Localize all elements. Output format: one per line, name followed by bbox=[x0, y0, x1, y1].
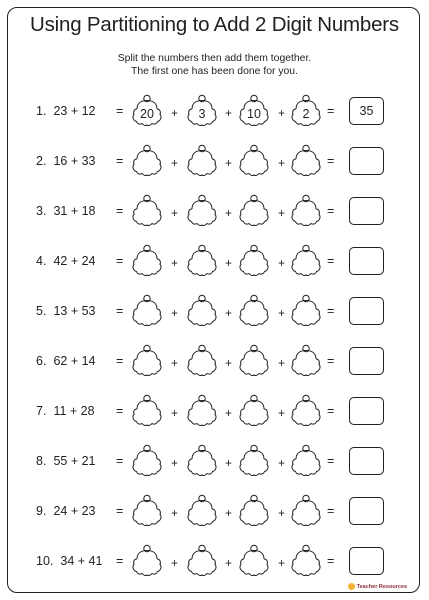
cupcake-icon bbox=[186, 193, 218, 233]
plus-sign: + bbox=[278, 356, 286, 370]
question-label bbox=[36, 204, 96, 218]
cupcake-icon bbox=[238, 243, 270, 283]
equals-sign: = bbox=[116, 454, 124, 468]
plus-sign: + bbox=[225, 256, 233, 270]
question-expression: 55 + 21 bbox=[53, 454, 96, 468]
cupcake-answer-shape[interactable] bbox=[186, 543, 218, 583]
equals-sign: = bbox=[327, 404, 335, 418]
answer-box[interactable]: 35 bbox=[349, 97, 384, 125]
equals-sign: = bbox=[116, 204, 124, 218]
cupcake-answer-shape[interactable] bbox=[186, 393, 218, 433]
cupcake-answer-shape[interactable] bbox=[290, 343, 322, 383]
cupcake-answer-shape[interactable] bbox=[238, 193, 270, 233]
equals-sign: = bbox=[327, 304, 335, 318]
plus-sign: + bbox=[225, 456, 233, 470]
plus-sign: + bbox=[171, 556, 179, 570]
plus-sign: + bbox=[171, 256, 179, 270]
question-expression: 23 + 12 bbox=[53, 104, 96, 118]
equals-sign: = bbox=[327, 154, 335, 168]
answer-box[interactable] bbox=[349, 497, 384, 525]
cupcake-answer-shape[interactable] bbox=[186, 443, 218, 483]
cupcake-answer-shape[interactable] bbox=[131, 493, 163, 533]
plus-sign: + bbox=[225, 156, 233, 170]
cupcake-icon bbox=[290, 193, 322, 233]
brand-icon bbox=[348, 583, 355, 590]
plus-sign: + bbox=[171, 156, 179, 170]
equals-sign: = bbox=[327, 354, 335, 368]
cupcake-answer-shape[interactable] bbox=[238, 343, 270, 383]
cupcake-icon bbox=[238, 443, 270, 483]
equals-sign: = bbox=[116, 354, 124, 368]
equals-sign: = bbox=[327, 554, 335, 568]
plus-sign: + bbox=[171, 406, 179, 420]
answer-box[interactable] bbox=[349, 347, 384, 375]
cupcake-answer-shape[interactable] bbox=[238, 543, 270, 583]
cupcake-answer-shape[interactable] bbox=[290, 93, 322, 133]
plus-sign: + bbox=[171, 106, 179, 120]
cupcake-answer-shape[interactable] bbox=[238, 293, 270, 333]
question-label bbox=[36, 504, 96, 518]
cupcake-icon bbox=[238, 193, 270, 233]
cupcake-answer-shape[interactable] bbox=[186, 243, 218, 283]
plus-sign: + bbox=[171, 356, 179, 370]
cupcake-answer-shape[interactable] bbox=[131, 143, 163, 183]
cupcake-icon bbox=[186, 543, 218, 583]
question-number: 4. bbox=[36, 254, 47, 268]
question-row bbox=[0, 393, 429, 433]
question-row bbox=[0, 143, 429, 183]
question-row bbox=[0, 493, 429, 533]
plus-sign: + bbox=[225, 206, 233, 220]
question-row bbox=[0, 93, 429, 133]
cupcake-answer-shape[interactable] bbox=[290, 243, 322, 283]
question-row bbox=[0, 343, 429, 383]
instruction-line-2: The first one has been done for you. bbox=[131, 65, 298, 77]
plus-sign: + bbox=[278, 506, 286, 520]
plus-sign: + bbox=[225, 306, 233, 320]
cupcake-answer-shape[interactable] bbox=[131, 93, 163, 133]
answer-box[interactable] bbox=[349, 197, 384, 225]
cupcake-icon bbox=[238, 143, 270, 183]
question-number: 6. bbox=[36, 354, 47, 368]
cupcake-icon bbox=[238, 543, 270, 583]
cupcake-icon bbox=[131, 493, 163, 533]
partition-value: 20 bbox=[140, 107, 154, 121]
cupcake-answer-shape[interactable] bbox=[186, 143, 218, 183]
question-expression: 24 + 23 bbox=[53, 504, 96, 518]
cupcake-answer-shape[interactable] bbox=[238, 443, 270, 483]
cupcake-icon bbox=[131, 443, 163, 483]
question-label bbox=[36, 554, 102, 568]
cupcake-icon bbox=[131, 143, 163, 183]
cupcake-icon bbox=[186, 443, 218, 483]
equals-sign: = bbox=[116, 304, 124, 318]
question-expression: 13 + 53 bbox=[53, 304, 96, 318]
plus-sign: + bbox=[278, 206, 286, 220]
plus-sign: + bbox=[278, 456, 286, 470]
plus-sign: + bbox=[225, 406, 233, 420]
equals-sign: = bbox=[116, 554, 124, 568]
cupcake-icon bbox=[131, 243, 163, 283]
answer-box[interactable] bbox=[349, 297, 384, 325]
equals-sign: = bbox=[327, 204, 335, 218]
question-label bbox=[36, 154, 96, 168]
question-expression: 11 + 28 bbox=[53, 404, 95, 418]
equals-sign: = bbox=[116, 504, 124, 518]
question-number: 7. bbox=[36, 404, 47, 418]
question-number: 1. bbox=[36, 104, 47, 118]
cupcake-icon bbox=[186, 493, 218, 533]
cupcake-answer-shape[interactable] bbox=[131, 243, 163, 283]
equals-sign: = bbox=[327, 254, 335, 268]
equals-sign: = bbox=[116, 154, 124, 168]
question-expression: 31 + 18 bbox=[53, 204, 96, 218]
page-title: Using Partitioning to Add 2 Digit Numbers bbox=[30, 13, 399, 36]
plus-sign: + bbox=[225, 106, 233, 120]
cupcake-icon bbox=[290, 243, 322, 283]
cupcake-answer-shape[interactable] bbox=[186, 293, 218, 333]
question-label bbox=[36, 104, 96, 118]
question-number: 5. bbox=[36, 304, 47, 318]
cupcake-icon bbox=[238, 343, 270, 383]
cupcake-icon bbox=[131, 193, 163, 233]
plus-sign: + bbox=[278, 556, 286, 570]
question-row bbox=[0, 193, 429, 233]
plus-sign: + bbox=[225, 356, 233, 370]
answer-box[interactable] bbox=[349, 547, 384, 575]
cupcake-icon bbox=[131, 543, 163, 583]
partition-value: 2 bbox=[302, 107, 310, 121]
cupcake-answer-shape[interactable] bbox=[238, 93, 270, 133]
cupcake-answer-shape[interactable] bbox=[186, 343, 218, 383]
instructions bbox=[0, 53, 429, 78]
instruction-line-1: Split the numbers then add them together. bbox=[117, 53, 312, 64]
answer-box[interactable] bbox=[349, 247, 384, 275]
cupcake-icon bbox=[131, 343, 163, 383]
question-number: 8. bbox=[36, 454, 47, 468]
question-row bbox=[0, 443, 429, 483]
equals-sign: = bbox=[116, 404, 124, 418]
cupcake-answer-shape[interactable] bbox=[290, 193, 322, 233]
question-row bbox=[0, 293, 429, 333]
cupcake-answer-shape[interactable] bbox=[131, 193, 163, 233]
question-expression: 42 + 24 bbox=[53, 254, 96, 268]
cupcake-answer-shape[interactable] bbox=[131, 293, 163, 333]
plus-sign: + bbox=[171, 206, 179, 220]
plus-sign: + bbox=[225, 556, 233, 570]
question-label bbox=[36, 454, 96, 468]
answer-box[interactable] bbox=[349, 447, 384, 475]
cupcake-icon bbox=[290, 443, 322, 483]
cupcake-answer-shape[interactable] bbox=[238, 493, 270, 533]
brand-text: Teacher Resources bbox=[356, 583, 407, 590]
plus-sign: + bbox=[278, 106, 286, 120]
question-expression: 34 + 41 bbox=[60, 554, 103, 568]
cupcake-icon bbox=[238, 393, 270, 433]
answer-box[interactable] bbox=[349, 147, 384, 175]
cupcake-icon bbox=[290, 543, 322, 583]
cupcake-answer-shape[interactable] bbox=[238, 143, 270, 183]
question-number: 9. bbox=[36, 504, 47, 518]
plus-sign: + bbox=[278, 406, 286, 420]
cupcake-icon bbox=[238, 293, 270, 333]
partition-value: 3 bbox=[198, 107, 206, 121]
cupcake-answer-shape[interactable] bbox=[290, 293, 322, 333]
question-row bbox=[0, 243, 429, 283]
answer-box[interactable] bbox=[349, 397, 384, 425]
question-label bbox=[36, 354, 96, 368]
cupcake-icon bbox=[131, 393, 163, 433]
cupcake-answer-shape[interactable] bbox=[186, 93, 218, 133]
question-expression: 62 + 14 bbox=[53, 354, 96, 368]
cupcake-answer-shape[interactable] bbox=[131, 543, 163, 583]
equals-sign: = bbox=[327, 454, 335, 468]
equals-sign: = bbox=[116, 104, 124, 118]
cupcake-answer-shape[interactable] bbox=[290, 143, 322, 183]
cupcake-icon bbox=[186, 343, 218, 383]
cupcake-answer-shape[interactable] bbox=[290, 393, 322, 433]
cupcake-icon bbox=[290, 293, 322, 333]
plus-sign: + bbox=[171, 456, 179, 470]
cupcake-answer-shape[interactable] bbox=[131, 443, 163, 483]
cupcake-icon bbox=[290, 493, 322, 533]
cupcake-answer-shape[interactable] bbox=[290, 543, 322, 583]
brand-logo bbox=[348, 583, 407, 590]
question-label bbox=[36, 404, 95, 418]
cupcake-icon bbox=[186, 143, 218, 183]
question-row bbox=[0, 543, 429, 583]
plus-sign: + bbox=[171, 306, 179, 320]
cupcake-icon bbox=[238, 493, 270, 533]
equals-sign: = bbox=[327, 104, 335, 118]
cupcake-answer-shape[interactable] bbox=[131, 343, 163, 383]
equals-sign: = bbox=[116, 254, 124, 268]
cupcake-icon bbox=[290, 343, 322, 383]
equals-sign: = bbox=[327, 504, 335, 518]
plus-sign: + bbox=[278, 306, 286, 320]
question-expression: 16 + 33 bbox=[53, 154, 96, 168]
cupcake-answer-shape[interactable] bbox=[290, 443, 322, 483]
cupcake-icon bbox=[131, 293, 163, 333]
plus-sign: + bbox=[171, 506, 179, 520]
cupcake-icon bbox=[290, 393, 322, 433]
cupcake-answer-shape[interactable] bbox=[290, 493, 322, 533]
question-label bbox=[36, 304, 96, 318]
cupcake-icon bbox=[186, 243, 218, 283]
cupcake-answer-shape[interactable] bbox=[238, 393, 270, 433]
plus-sign: + bbox=[278, 156, 286, 170]
cupcake-answer-shape[interactable] bbox=[238, 243, 270, 283]
question-number: 3. bbox=[36, 204, 47, 218]
plus-sign: + bbox=[278, 256, 286, 270]
partition-value: 10 bbox=[247, 107, 261, 121]
cupcake-answer-shape[interactable] bbox=[131, 393, 163, 433]
plus-sign: + bbox=[225, 506, 233, 520]
question-label bbox=[36, 254, 96, 268]
cupcake-answer-shape[interactable] bbox=[186, 493, 218, 533]
cupcake-icon bbox=[186, 393, 218, 433]
cupcake-icon bbox=[290, 143, 322, 183]
question-number: 10. bbox=[36, 554, 54, 568]
cupcake-answer-shape[interactable] bbox=[186, 193, 218, 233]
question-number: 2. bbox=[36, 154, 47, 168]
cupcake-icon bbox=[186, 293, 218, 333]
